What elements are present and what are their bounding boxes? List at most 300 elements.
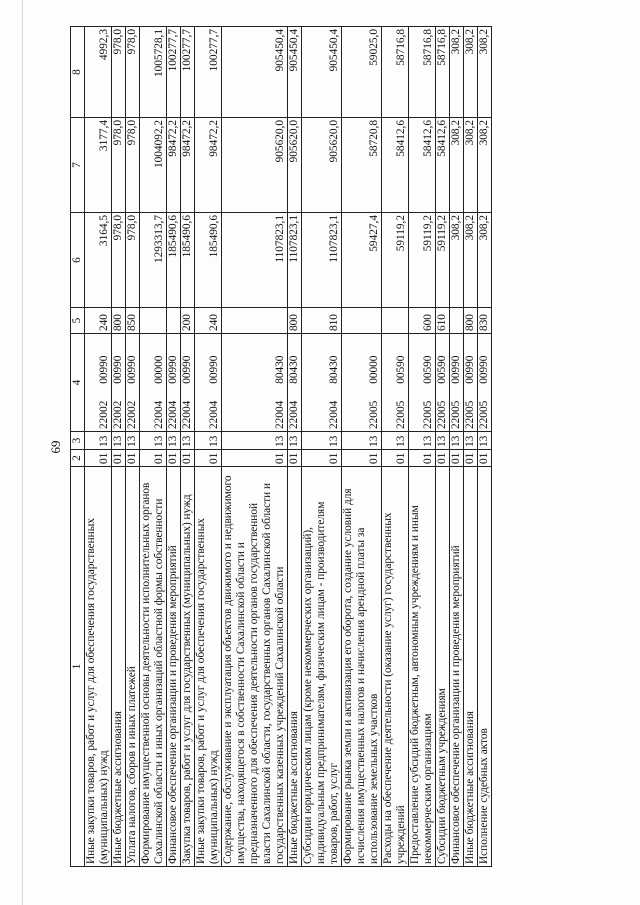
expense-type-cell (167, 308, 181, 334)
target-cell (181, 334, 195, 432)
amount-cell (436, 213, 450, 308)
table-row (464, 27, 478, 867)
target-code-program: 22004 (208, 400, 220, 429)
name-cell (222, 467, 288, 867)
section-code: 01 (395, 452, 407, 464)
subsection-cell (464, 432, 478, 450)
amount-cell (112, 118, 126, 213)
amount-col7: 308,2 (478, 120, 490, 146)
amount-col8: 58716,8 (422, 29, 434, 66)
table-row (450, 27, 464, 867)
amount-cell (478, 27, 492, 118)
table-row (112, 27, 126, 867)
target-code-program: 22002 (112, 400, 124, 429)
section-code: 01 (208, 452, 220, 464)
target-code-item: 80430 (288, 355, 300, 384)
target-cell (195, 334, 222, 432)
subsection-code: 13 (153, 435, 165, 447)
target-code-item: 00990 (167, 355, 179, 384)
amount-col8: 905450,4 (288, 29, 300, 72)
amount-col6: 1107823,1 (328, 215, 340, 263)
expense-type-cell (222, 308, 288, 334)
amount-cell (409, 27, 436, 118)
section-cell (342, 450, 382, 467)
amount-cell (382, 27, 409, 118)
amount-col6: 59119,2 (436, 215, 448, 252)
amount-col6: 308,2 (464, 215, 476, 241)
amount-col6: 59427,4 (368, 215, 380, 252)
amount-col6: 978,0 (112, 215, 124, 241)
table-row (140, 27, 167, 867)
target-cell (302, 334, 342, 432)
target-code-program: 22004 (328, 400, 340, 429)
amount-col8: 59025,0 (368, 29, 380, 66)
expense-type-cell (464, 308, 478, 334)
amount-col6: 978,0 (126, 215, 138, 241)
amount-col7: 978,0 (126, 120, 138, 146)
amount-col7: 98472,2 (208, 120, 220, 157)
amount-col7: 58412,6 (395, 120, 407, 157)
target-code-item: 80430 (274, 355, 286, 384)
section-cell (140, 450, 167, 467)
page-number: 69 (48, 440, 63, 454)
amount-col8: 308,2 (478, 29, 490, 55)
expense-type-cell (181, 308, 195, 334)
amount-cell (288, 27, 302, 118)
amount-cell (302, 27, 342, 118)
section-cell (167, 450, 181, 467)
target-code-item: 00990 (208, 355, 220, 384)
expense-type-code: 610 (436, 314, 448, 331)
amount-col6: 59119,2 (395, 215, 407, 252)
table-row (181, 27, 195, 867)
amount-col6: 59119,2 (422, 215, 434, 252)
amount-cell (342, 213, 382, 308)
name-cell (382, 467, 409, 867)
row-name: Иные бюджетные ассигнования (112, 711, 124, 864)
table-row (126, 27, 140, 867)
target-code-item: 00590 (395, 355, 407, 384)
amount-cell (222, 118, 288, 213)
target-cell (140, 334, 167, 432)
amount-cell (436, 27, 450, 118)
col-header: 7 (71, 118, 85, 213)
amount-cell (126, 118, 140, 213)
subsection-cell (181, 432, 195, 450)
row-name: Формирование имущественной основы деятельности исполнительных органов Сахалинской области и иных организаций областной формы собственности (140, 482, 165, 864)
amount-col7: 98472,2 (167, 120, 179, 157)
section-code: 01 (126, 452, 138, 464)
amount-cell (478, 118, 492, 213)
expense-type-cell (140, 308, 167, 334)
subsection-code: 13 (274, 435, 286, 447)
expense-type-code: 200 (181, 314, 193, 331)
subsection-code: 13 (436, 435, 448, 447)
expense-type-cell (85, 308, 112, 334)
name-cell (167, 467, 181, 867)
target-cell (450, 334, 464, 432)
expense-type-cell (450, 308, 464, 334)
target-code-program: 22005 (368, 400, 380, 429)
target-cell (409, 334, 436, 432)
subsection-cell (342, 432, 382, 450)
amount-cell (302, 118, 342, 213)
name-cell (112, 467, 126, 867)
subsection-cell (112, 432, 126, 450)
expense-type-code: 810 (328, 314, 340, 331)
table-row (478, 27, 492, 867)
col-header: 8 (71, 27, 85, 118)
amount-col6: 1107823,1 (288, 215, 300, 263)
expense-type-cell (288, 308, 302, 334)
target-cell (478, 334, 492, 432)
subsection-code: 13 (478, 435, 490, 447)
target-code-item: 00990 (112, 355, 124, 384)
subsection-code: 13 (181, 435, 193, 447)
col-header: 5 (71, 308, 85, 334)
subsection-code: 13 (422, 435, 434, 447)
amount-col8: 978,0 (112, 29, 124, 55)
target-code-item: 00990 (181, 355, 193, 384)
target-code-program: 22005 (395, 400, 407, 429)
amount-cell (222, 27, 288, 118)
name-cell (126, 467, 140, 867)
amount-col7: 1004092,2 (153, 120, 165, 169)
section-cell (478, 450, 492, 467)
subsection-code: 13 (328, 435, 340, 447)
section-code: 01 (450, 452, 462, 464)
table-row (195, 27, 222, 867)
col-header: 1 (71, 467, 85, 867)
table-row (288, 27, 302, 867)
subsection-cell (409, 432, 436, 450)
amount-col6: 1293313,7 (153, 215, 165, 264)
expense-type-cell (409, 308, 436, 334)
target-code-item: 00990 (98, 355, 110, 384)
amount-col7: 58720,8 (368, 120, 380, 157)
target-cell (222, 334, 288, 432)
subsection-code: 13 (126, 435, 138, 447)
amount-col7: 905620,0 (274, 120, 286, 163)
subsection-code: 13 (464, 435, 476, 447)
amount-col8: 905450,4 (328, 29, 340, 72)
amount-col8: 100277,7 (208, 29, 220, 72)
section-code: 01 (181, 452, 193, 464)
amount-cell (288, 118, 302, 213)
section-cell (181, 450, 195, 467)
name-cell (140, 467, 167, 867)
target-code-program: 22002 (98, 400, 110, 429)
subsection-code: 13 (98, 435, 110, 447)
amount-cell (222, 213, 288, 308)
target-code-program: 22005 (422, 400, 434, 429)
amount-col6: 185490,6 (208, 215, 220, 258)
amount-cell (450, 118, 464, 213)
row-name: Иные бюджетные ассигнования (464, 711, 476, 864)
target-code-program: 22004 (274, 400, 286, 429)
subsection-cell (478, 432, 492, 450)
target-code-program: 22005 (450, 400, 462, 429)
subsection-code: 13 (208, 435, 220, 447)
section-cell (409, 450, 436, 467)
section-code: 01 (98, 452, 110, 464)
target-code-program: 22004 (181, 400, 193, 429)
amount-cell (126, 213, 140, 308)
row-name: Предоставление субсидий бюджетным, автономным учреждениям и иным некоммерческим организациям (409, 505, 434, 864)
target-code-item: 00990 (464, 355, 476, 384)
row-name: Уплата налогов, сборов и иных платежей (126, 666, 138, 864)
amount-cell (382, 118, 409, 213)
target-cell (464, 334, 478, 432)
amount-col6: 308,2 (478, 215, 490, 241)
target-code-item: 00990 (126, 355, 138, 384)
amount-cell (450, 27, 464, 118)
name-cell (478, 467, 492, 867)
expense-type-code: 850 (126, 314, 138, 331)
expense-type-code: 830 (478, 314, 490, 331)
row-name: Иные бюджетные ассигнования (288, 711, 300, 864)
header-row (71, 27, 85, 867)
amount-cell (195, 213, 222, 308)
subsection-cell (288, 432, 302, 450)
target-code-program: 22005 (464, 400, 476, 429)
expense-type-cell (112, 308, 126, 334)
col-header: 4 (71, 334, 85, 432)
name-cell (342, 467, 382, 867)
amount-cell (409, 213, 436, 308)
section-code: 01 (328, 452, 340, 464)
target-code-item: 00000 (368, 355, 380, 384)
amount-cell (167, 118, 181, 213)
section-code: 01 (368, 452, 380, 464)
amount-col8: 100277,7 (167, 29, 179, 72)
row-name: Содержание, обслуживание и эксплуатация объектов движимого и недвижимого имущества, находящегося в собственности Сахалинской области и предназначенного для обеспечения деятельности органов государственной власти Сахалинской области, государственных органов Сахалинской области и государственных казенных учреждений Сахалинской области (222, 475, 286, 864)
row-name: Субсидии бюджетным учреждениям (436, 688, 448, 864)
amount-col7: 978,0 (112, 120, 124, 146)
target-cell (112, 334, 126, 432)
name-cell (288, 467, 302, 867)
expense-type-cell (382, 308, 409, 334)
amount-col8: 308,2 (464, 29, 476, 55)
row-name: Расходы на обеспечение деятельности (оказание услуг) государственных учреждений (382, 512, 407, 864)
subsection-cell (126, 432, 140, 450)
expense-type-cell (478, 308, 492, 334)
name-cell (464, 467, 478, 867)
amount-cell (382, 213, 409, 308)
subsection-code: 13 (368, 435, 380, 447)
target-code-program: 22005 (478, 400, 490, 429)
target-cell (436, 334, 450, 432)
section-code: 01 (422, 452, 434, 464)
row-name: Субсидии юридическим лицам (кроме некоммерческих организаций), индивидуальным предпринимателям, физическим лицам - производителям товаров, работ, услуг (302, 501, 340, 864)
expense-type-cell (126, 308, 140, 334)
expense-type-code: 800 (288, 314, 300, 331)
target-cell (85, 334, 112, 432)
table-row (342, 27, 382, 867)
amount-col8: 58716,8 (436, 29, 448, 66)
amount-col7: 308,2 (464, 120, 476, 146)
col-header: 6 (71, 213, 85, 308)
amount-col8: 978,0 (126, 29, 138, 55)
amount-cell (195, 27, 222, 118)
target-cell (288, 334, 302, 432)
target-code-program: 22004 (153, 400, 165, 429)
target-code-program: 22005 (436, 400, 448, 429)
name-cell (436, 467, 450, 867)
subsection-code: 13 (288, 435, 300, 447)
section-cell (302, 450, 342, 467)
amount-col6: 308,2 (450, 215, 462, 241)
target-code-program: 22004 (167, 400, 179, 429)
section-code: 01 (436, 452, 448, 464)
amount-cell (342, 27, 382, 118)
table-row (436, 27, 450, 867)
amount-cell (409, 118, 436, 213)
subsection-cell (167, 432, 181, 450)
expense-type-code: 600 (422, 314, 434, 331)
name-cell (181, 467, 195, 867)
budget-table (70, 26, 492, 867)
subsection-code: 13 (450, 435, 462, 447)
amount-cell (126, 27, 140, 118)
amount-col8: 905450,4 (274, 29, 286, 72)
amount-col7: 905620,0 (328, 120, 340, 163)
section-cell (222, 450, 288, 467)
subsection-code: 13 (395, 435, 407, 447)
binder-margin-line (22, 0, 23, 905)
subsection-code: 13 (112, 435, 124, 447)
section-cell (112, 450, 126, 467)
amount-cell (167, 27, 181, 118)
target-cell (382, 334, 409, 432)
amount-cell (85, 118, 112, 213)
table-row (222, 27, 288, 867)
subsection-cell (302, 432, 342, 450)
expense-type-cell (436, 308, 450, 334)
amount-cell (464, 118, 478, 213)
section-code: 01 (167, 452, 179, 464)
section-cell (288, 450, 302, 467)
amount-col8: 100277,7 (181, 29, 193, 72)
target-code-program: 22002 (126, 400, 138, 429)
section-cell (382, 450, 409, 467)
amount-cell (112, 213, 126, 308)
amount-cell (85, 27, 112, 118)
amount-cell (195, 118, 222, 213)
expense-type-code: 240 (208, 314, 220, 331)
name-cell (409, 467, 436, 867)
amount-cell (464, 27, 478, 118)
section-cell (436, 450, 450, 467)
amount-col6: 185490,6 (181, 215, 193, 258)
row-name: Финансовое обеспечение организации и проведения мероприятий (167, 545, 179, 864)
amount-cell (342, 118, 382, 213)
amount-cell (181, 27, 195, 118)
row-name: Формирование рынка земли и активизация его оборота, создание условий для исчисления имущественных налогов и начисления арендной платы за использование земельных участков (342, 488, 380, 864)
amount-col7: 58412,6 (422, 120, 434, 157)
amount-cell (140, 118, 167, 213)
section-code: 01 (112, 452, 124, 464)
col-header: 3 (71, 432, 85, 450)
amount-col6: 1107823,1 (274, 215, 286, 263)
amount-col7: 58412,6 (436, 120, 448, 157)
row-name: Закупка товаров, работ и услуг для государственных (муниципальных) нужд (181, 494, 193, 864)
section-cell (85, 450, 112, 467)
amount-col7: 3177,4 (98, 120, 110, 152)
section-code: 01 (274, 452, 286, 464)
expense-type-cell (342, 308, 382, 334)
amount-cell (302, 213, 342, 308)
amount-cell (450, 213, 464, 308)
section-code: 01 (464, 452, 476, 464)
section-code: 01 (153, 452, 165, 464)
amount-col6: 3164,5 (98, 215, 110, 247)
amount-cell (181, 213, 195, 308)
row-name: Иные закупки товаров, работ и услуг для обеспечения государственных (муниципальных) нужд (195, 518, 220, 864)
subsection-cell (85, 432, 112, 450)
table-row (167, 27, 181, 867)
amount-col8: 4992,3 (98, 29, 110, 61)
target-code-item: 00990 (450, 355, 462, 384)
amount-cell (140, 27, 167, 118)
target-code-item: 80430 (328, 355, 340, 384)
amount-col7: 308,2 (450, 120, 462, 146)
amount-cell (140, 213, 167, 308)
amount-col6: 185490,6 (167, 215, 179, 258)
expense-type-code: 800 (464, 314, 476, 331)
name-cell (195, 467, 222, 867)
rotated-content (48, 27, 615, 867)
name-cell (85, 467, 112, 867)
section-cell (450, 450, 464, 467)
amount-col8: 1005728,1 (153, 29, 165, 78)
expense-type-cell (302, 308, 342, 334)
expense-type-cell (195, 308, 222, 334)
name-cell (450, 467, 464, 867)
table-row (382, 27, 409, 867)
amount-col8: 308,2 (450, 29, 462, 55)
amount-col7: 98472,2 (181, 120, 193, 157)
table-row (85, 27, 112, 867)
row-name: Иные закупки товаров, работ и услуг для обеспечения государственных (муниципальных) нужд (85, 518, 110, 864)
section-cell (195, 450, 222, 467)
amount-cell (464, 213, 478, 308)
row-name: Исполнение судебных актов (478, 728, 490, 864)
target-code-item: 00990 (478, 355, 490, 384)
amount-cell (167, 213, 181, 308)
col-header: 2 (71, 450, 85, 467)
section-code: 01 (478, 452, 490, 464)
amount-cell (436, 118, 450, 213)
expense-type-code: 800 (112, 314, 124, 331)
subsection-cell (222, 432, 288, 450)
target-code-item: 00590 (422, 355, 434, 384)
table-row (302, 27, 342, 867)
amount-cell (478, 213, 492, 308)
target-code-item: 00000 (153, 355, 165, 384)
expense-type-code: 240 (98, 314, 110, 331)
amount-cell (112, 27, 126, 118)
amount-cell (181, 118, 195, 213)
amount-cell (85, 213, 112, 308)
section-cell (464, 450, 478, 467)
subsection-cell (382, 432, 409, 450)
subsection-cell (436, 432, 450, 450)
target-cell (126, 334, 140, 432)
section-cell (126, 450, 140, 467)
target-cell (167, 334, 181, 432)
amount-col8: 58716,8 (395, 29, 407, 66)
